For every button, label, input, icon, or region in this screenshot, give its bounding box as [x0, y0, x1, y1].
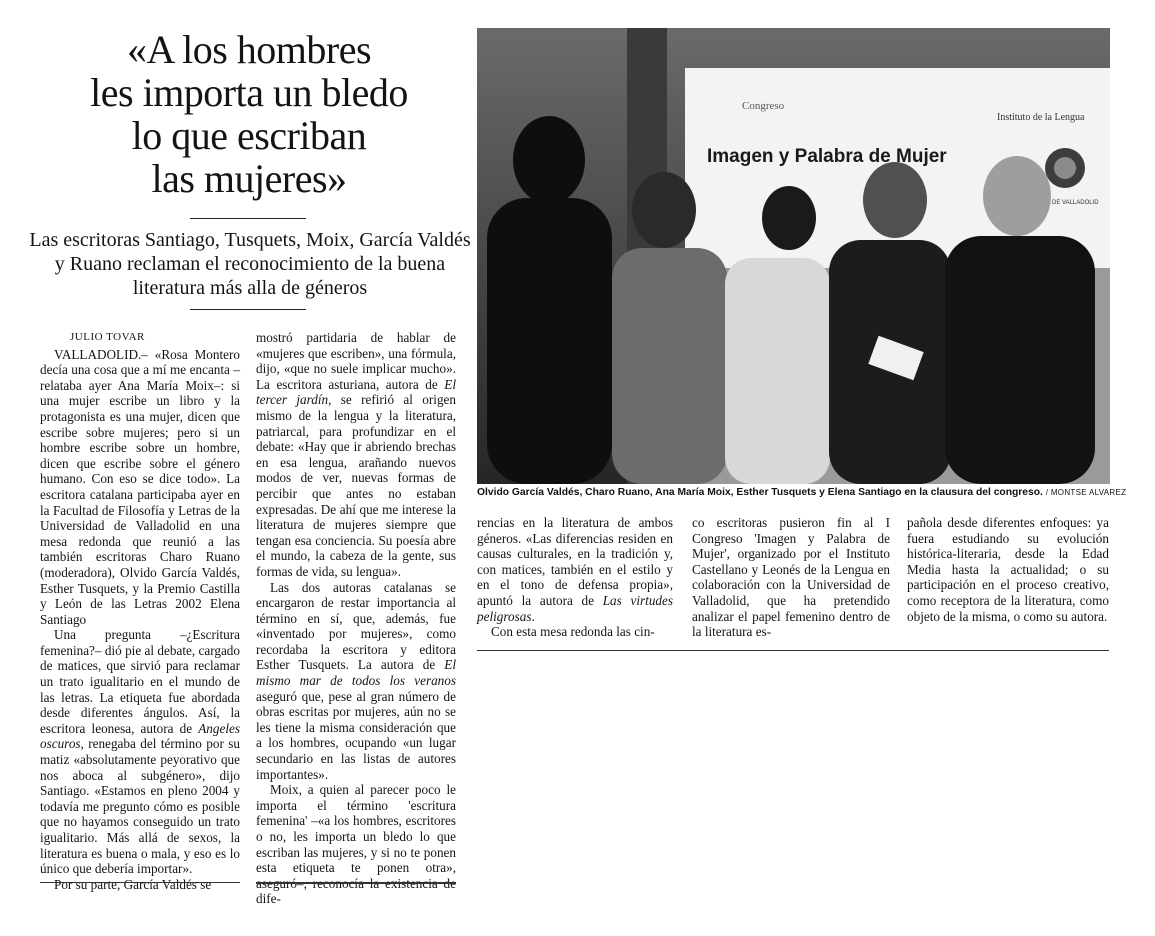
byline: JULIO TOVAR: [70, 331, 145, 343]
paragraph: VALLADOLID.– «Rosa Montero decía una cosa que a mí me encanta –relataba ayer Ana María Moix–: si una mujer escribe un libro y la protagonista es una mujer, dicen que escribe sobre mujeres; pero si un hombre escribe sobre un hombre, dicen que escribe sobre el género humano. Con eso se dice todo». La escritora catalana participaba ayer en la Facultad de Filosofía y Letras de la Universidad de Valladolid en una mesa redonda que reunió a las también escritoras Charo Ruano (moderadora), Olvido García Valdés, Esther Tusquets, y la Premio Castilla y León de las Letras 2002 Elena Santiago: [40, 346, 240, 627]
article-column-1: [40, 330, 240, 892]
book-title: El mismo mar de todos los veranos: [256, 657, 456, 689]
section-end-rule: [477, 650, 1109, 651]
photo-illustration: [477, 28, 1110, 484]
banner-title: Imagen y Palabra de Mujer: [707, 146, 947, 167]
paragraph: mostró partidaria de hablar de «mujeres que escriben», una fórmula, dijo, «que no suele implicar mucho». La escritora asturiana, autora de El tercer jardín, se refirió al origen mismo de la lengua y la literatura, patriarcal, para profundizar en el debate: «Hay que ir abriendo brechas en esa lengua, arañando nuevos modos de ver, nuevas formas de percibir que antes no estaban expresadas. De ahí que me interese la literatura de mujeres siempre que tengan esa conciencia. Su poesía abre el mundo, la cabeza de la gente, sus formas de vida, su lengua».: [256, 330, 456, 579]
book-title: El tercer jardín: [256, 376, 456, 408]
article-subheadline: Las escritoras Santiago, Tusquets, Moix, García Valdés y Ruano reclaman el reconocimiento de la buena literatura más alla de géneros: [29, 229, 471, 299]
article-column-5: [907, 515, 1109, 624]
headline-line: las mujeres»: [151, 156, 347, 201]
article-headline: [30, 28, 468, 200]
headline-line: lo que escriban: [131, 113, 367, 158]
photo-credit: / MONTSE ALVAREZ: [1045, 488, 1127, 497]
paragraph: pañola desde diferentes enfoques: ya fuera estudiando su evolución histórica-literaria, desde la Edad Media hasta la actualidad; o su participación en el proceso creativo, como receptora de la literatura, como objeto de la misma, o como su autora.: [907, 515, 1109, 624]
caption-text: Olvido García Valdés, Charo Ruano, Ana María Moix, Esther Tusquets y Elena Santiago en la clausura del congreso.: [477, 487, 1043, 498]
headline-rule: [190, 218, 306, 219]
column-end-rule: [40, 882, 240, 883]
paragraph: Una pregunta –¿Escritura femenina?– dió pie al debate, cargado de matices, que sirvió para reclamar un trato igualitario en el mundo de las letras. La etiqueta fue abordada desde diferentes ángulos. Así, la escritora leonesa, autora de Angeles oscuros, renegaba del término por su matiz «absolutamente peyorativo que nos aboca al subgénero», dijo Santiago. «Estamos en pleno 2004 y todavía me pregunto cómo es posible que no hayamos conseguido un trato igualitario. Más allá de sexos, la literatura es buena o mala, y eso es lo único que debería importar».: [40, 627, 240, 877]
article-column-4: [692, 515, 890, 640]
paragraph: Moix, a quien al parecer poco le importa el término 'escritura femenina' –«a los hombres, escritores o no, les importa un bledo lo que escriban las mujeres, y si no te ponen esta etiqueta te ponen otra», aseguró–, reconocía la existencia de dife-: [256, 782, 456, 907]
book-title: Las virtudes peligrosas: [477, 592, 673, 624]
book-title: Angeles oscuros: [40, 720, 240, 752]
banner-logo-text: DE VALLADOLID: [1052, 200, 1099, 206]
headline-line: «A los hombres: [126, 27, 372, 72]
paragraph: co escritoras pusieron fin al I Congreso 'Imagen y Palabra de Mujer', organizado por el Instituto Castellano y Leonés de la Lengua en colaboración con la Universidad de Valladolid, que ha pretendido analizar el papel femenino dentro de la literatura es-: [692, 515, 890, 640]
paragraph: Las dos autoras catalanas se encargaron de restar importancia al término en sí, que, además, fue «inventado por mujeres», como recordaba la escritora y editora Esther Tusquets. La autora de El mismo mar de todos los veranos aseguró que, pese al gran número de obras escritas por mujeres, aún no se les tiene la misma consideración que a los hombres, ocupando «un lugar secundario en las listas de autores importantes».: [256, 579, 456, 782]
paragraph: rencias en la literatura de ambos géneros. «Las diferencias residen en causas culturales, en la tradición y, con matices, también en el estilo y en el tono de defensa propia», apuntó la autora de Las virtudes peligrosas.: [477, 515, 673, 624]
article-photo: [477, 28, 1110, 484]
banner-small-text: Congreso: [742, 100, 785, 112]
headline-line: les importa un bledo: [90, 70, 408, 115]
article-column-2: [256, 330, 456, 907]
article-column-3: [477, 515, 673, 640]
column-end-rule: [256, 882, 456, 884]
paragraph: Con esta mesa redonda las cin-: [491, 624, 655, 640]
photo-caption: [477, 487, 1127, 498]
subhead-rule: [190, 309, 306, 310]
banner-institute-text: Instituto de la Lengua: [997, 112, 1085, 123]
paragraph: Por su parte, García Valdés se: [54, 876, 212, 892]
